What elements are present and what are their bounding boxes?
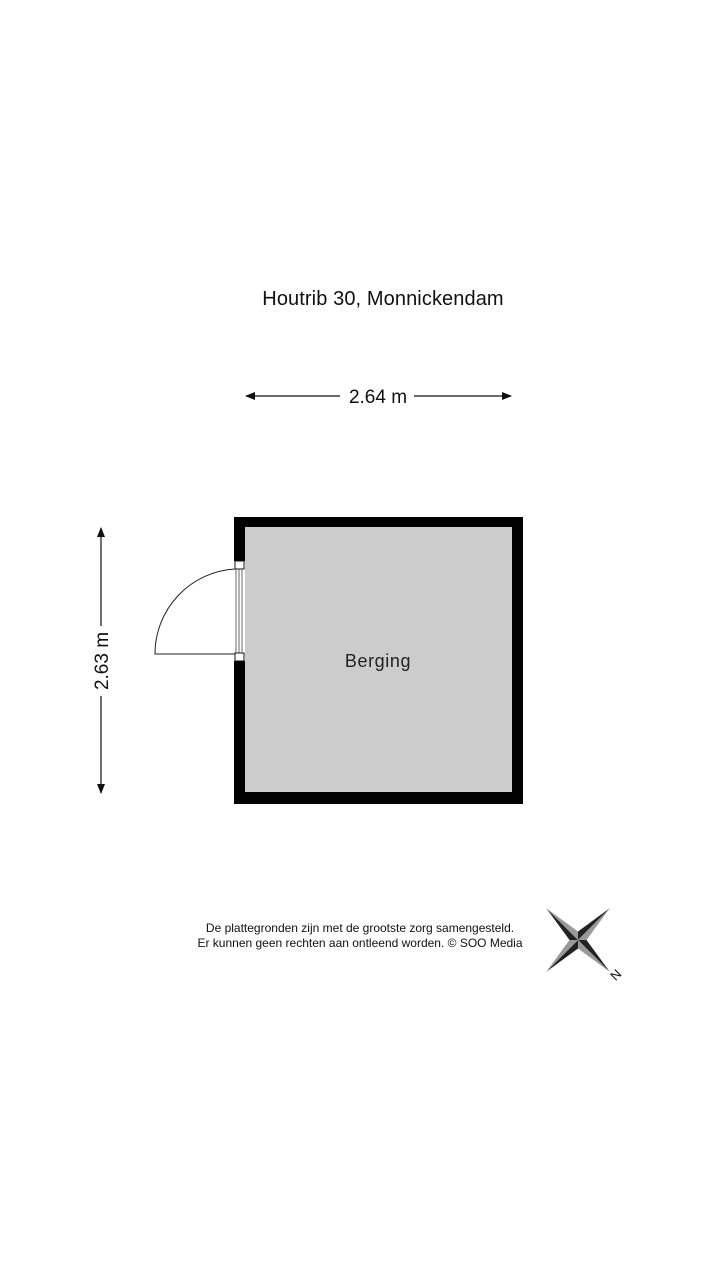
width-dimension-label: 2.64 m xyxy=(348,387,408,408)
room-berging xyxy=(155,517,523,804)
height-dimension-label: 2.63 m xyxy=(92,631,113,691)
room-label: Berging xyxy=(344,651,412,671)
disclaimer-line-1: De plattegronden zijn met de grootste zorg samengesteld. xyxy=(205,921,515,935)
height-dimension xyxy=(92,528,113,793)
disclaimer-line-2: Er kunnen geen rechten aan ontleend worden. © SOO Media xyxy=(197,936,523,950)
door-swing xyxy=(155,569,235,654)
disclaimer xyxy=(190,921,530,951)
width-dimension xyxy=(246,387,511,408)
compass-north-label: N xyxy=(607,966,625,984)
compass-rose-icon xyxy=(514,876,641,1003)
plan-title: Houtrib 30, Monnickendam xyxy=(262,288,504,310)
